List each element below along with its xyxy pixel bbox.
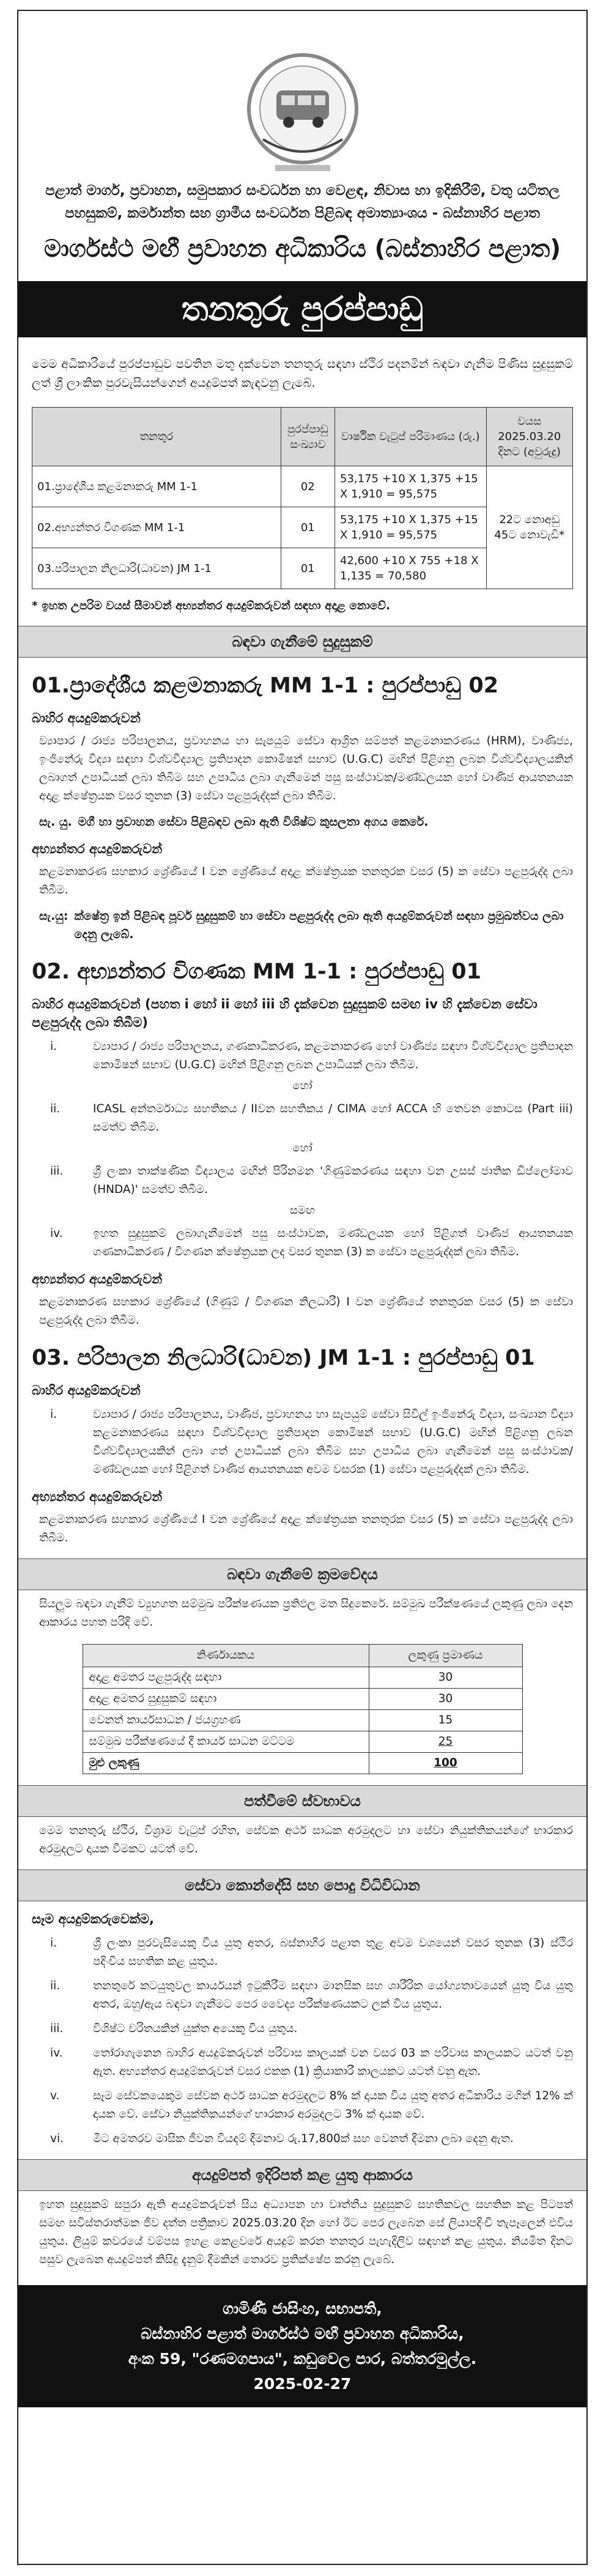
joiner-or: හෝ: [292, 1142, 312, 1154]
signatory: ගාමිණී ජාසිංහ, සභාපති,: [223, 2300, 382, 2317]
signatory-office: බස්නාහිර පළාත් මාර්ගස්ථ මඟී ප්‍රවාහන අධිකාරිය,: [141, 2325, 464, 2343]
note-text: මගී හා ප්‍රවාහන සේවා පිළිබඳව ලබා ඇති විශිෂ්ට කුසලතා අගය කෙරේ.: [78, 815, 429, 829]
nature-text: මෙම තනතුරු ස්ථිර, විශ්‍රාම වැටුප් රහිත, සේවක අර්ථ සාධක අරමුදලට හා සේවා නියුක්තිකයන්ගේ භාරකාර අරමුදලට දායක වීමකට යටත් වේ.: [39, 1824, 573, 1855]
joiner-and: සමඟ: [289, 1204, 316, 1217]
post1-external-text: ව්‍යාපාර / රාජ්‍ය පරිපාලනය, ප්‍රවාහනය හා සැපයුම් සේවා ආශ්‍රිත සම්පත් කළමනාකරණය (HRM), වාණිජ්‍ය, ඉංජිනේරු විද්‍යා සඳහා විශ්වවිද්‍යාල ප්‍රතිපාදන කොමිෂන් සභාව (U.G.C) මඟින් පිළිගනු ලබන විශ්වවිද්‍යාලයකින් ලබාගත් උපාධියක් ලබා තිබීම සහ උපාධිය ලබා ගැනීමෙන් පසු සංස්ථාවක/මණ්ඩලයක හෝ වාණිජ ආයතනයක අදාළ ක්ෂේත්‍රයක වසර තුනක (3) සේවා පළපුරුද්දක් ලබා තිබීම.: [39, 735, 573, 802]
col-salary: වාර්ෂික වැටුප් පරිමාණය (රු.): [335, 408, 487, 466]
post1-external-label: බාහිර අයදුම්කරුවන්: [32, 711, 141, 725]
section-bar-service: සේවා කොන්දේසි සහ පොදු විධිවිධාන: [18, 1870, 586, 1901]
post1-internal-label: අභ්‍යන්තර අයදුම්කරුවන්: [32, 842, 163, 856]
item-number: iv.: [50, 1227, 63, 1240]
apply-text: ඉහත සුදුසුකම් සපුරා ඇති අයදුම්කරුවන් සිය අධ්‍යාපන හා වෘත්තීය සුදුසුකම් සහතිකවල සහතික කළ පිටපත් සමඟ සවිස්තරාත්මක ජීව දත්ත පත්‍රිකාව 2025.03.20 දින හෝ ඊට පෙර ලැබෙන සේ ලියාපදිංචි තැපෑලෙන් එවිය යුතුය. ලියුම් කවරයේ වම්පස ඉහළ කෙළවරේ අයදුම් කරන තනතුර පැහැදිලිව සඳහන් කළ යුතුය. නියමිත දිනට පසුව ලැබෙන අයදුම්පත් කිසිදු දැනුම් දීමකින් තොරව ප්‍රතික්ෂේප කරනු ලැබේ.: [39, 2198, 573, 2266]
ministry-name: පළාත් මාර්ග, ප්‍රවාහන, සමුපකාර සංවර්ධන හා වෙළඳ, නිවාස හා ඉදිකිරීම්, වතු යටිතල පහසුකම්, කර්මාන්ත සහ ග්‍රාමීය සංවර්ධන පිළිබඳ අමාත්‍යාංශය - බස්නාහිර පළාත: [45, 183, 560, 221]
item-text: විශිෂ්ට චරිතයකින් යුක්ත අයෙකු විය යුතුය.: [93, 2022, 298, 2035]
post-salary: 42,600 +10 X 755 +18 X 1,135 = 70,580: [335, 548, 487, 589]
section-bar-nature: පත්වීමේ ස්වභාවය: [18, 1785, 586, 1817]
list-item: [32, 1225, 573, 1261]
item-number: vi.: [50, 2132, 64, 2145]
intro-text: මෙම අධිකාරියේ පුරප්පාඩුව පවතින මතු දක්වෙන තනතුරු සඳහා ස්ථිර පදනමින් බඳවා ගැනීම පිණිස සුදුසුකම් ලත් ශ්‍රී ලාංකික පුරවැසියන්ගෙන් අයදුම්පත් කැඳවනු ලැබේ.: [32, 357, 573, 390]
criteria-marks: 30: [369, 1689, 522, 1710]
post3-external-label: බාහිර අයදුම්කරුවන්: [32, 1383, 141, 1398]
section-bar-apply: අයදුම්පත් ඉදිරිපත් කළ යුතු ආකාරය: [18, 2159, 586, 2191]
marks-table: [83, 1644, 523, 1774]
item-text: ශ්‍රී ලංකා පුරවැසියෙකු විය යුතු අතර, බස්නාහිර පළාත තුළ අවම වශයෙන් වසර තුනක (3) ස්ථිර පදිංචිය සහතික කළ යුතුය.: [93, 1937, 573, 1968]
signature-date: 2025-02-27: [253, 2375, 352, 2393]
list-item: [32, 2087, 573, 2124]
item-number: i.: [50, 1040, 57, 1053]
list-item: [32, 1038, 573, 1074]
col-post: තනතුර: [32, 408, 281, 466]
post1-internal-text: කළමනාකරණ සහකාර ශ්‍රේණියේ I වන ශ්‍රේණියේ අදාළ ක්ෂේත්‍රයක තනතුරක වසර (5) ක සේවා පළපුරුද්ද ලබා තිබීම.: [39, 865, 573, 897]
note-prefix: සැ. යු.: [39, 815, 72, 829]
note-text: ක්ෂේත්‍ර ඉන් පිළිබඳ පූර්ව සුදුසුකම් හා සේවා පළපුරුද්ද ලබා ඇති අයදුම්කරුවන් සඳහා ප්‍රමුඛත්වය ලබා දෙනු ලැබේ.: [74, 909, 564, 941]
post-name: 01.ප්‍රාදේශීය කළමනාකරු MM 1-1: [32, 466, 281, 507]
posts-table: [32, 407, 573, 589]
item-number: iv.: [50, 2047, 63, 2060]
total-label: මුළු ලකුණු: [83, 1753, 369, 1774]
item-number: ii.: [50, 1103, 61, 1115]
item-text: සෑම සේවකයෙකුම සේවක අර්ථ සාධක අරමුදලට 8% ක් දායක විය යුතු අතර අධිකාරිය මගින් 12% ක් දායක වේ. සේවා නියුක්තිකයන්ගේ භාරකාර අරමුදලට 3% ක් දායක වේ.: [93, 2090, 573, 2121]
item-text: ශ්‍රී ලංකා තාක්ෂණික විද්‍යාලය මඟින් පිරිනමන 'ගිණුම්කරණය සඳහා වන උසස් ජාතික ඩිප්ලෝමාව (HNDA)' සමත්ව තිබීම.: [93, 1165, 573, 1196]
list-item: [32, 1406, 573, 1479]
post-salary: 53,175 +10 X 1,375 +15 X 1,910 = 95,575: [335, 507, 487, 548]
post2-internal-label: අභ්‍යන්තර අයදුම්කරුවන්: [32, 1272, 163, 1286]
item-number: ii.: [50, 1980, 61, 1992]
table-row: [83, 1689, 522, 1710]
criteria-marks: 15: [369, 1710, 522, 1731]
item-number: v.: [50, 2090, 60, 2102]
criteria-label: අදාළ අමතර පළපුරුද්ද සඳහා: [83, 1667, 369, 1689]
advertisement-page: [17, 10, 588, 2565]
criteria-label: සම්මුඛ පරීක්ෂණයේ දී කාර්ය සාධන මට්ටම: [83, 1731, 369, 1753]
item-text: තෝරාගැනෙන බාහිර අයදුම්කරුවන් පරිවාස කාලයක් වන වසර 03 ක පරිවාස කාලයකට යටත් වනු ඇත. අභ්‍යන්තර අයදුම්කරුවන් වසර එකක (1) ක්‍රියාකාරී කාලයකට යටත් වනු ඇත.: [93, 2047, 573, 2078]
item-text: ICASL අන්තර්මාධ්‍ය සහතිකය / IIවන සහතිකය / CIMA හෝ ACCA හි තෙවන කොටස (Part iii) සමත්ව තිබීම.: [93, 1103, 573, 1134]
post-name: 02.අභ්‍යන්තර විගණක MM 1-1: [32, 507, 281, 548]
item-text: ව්‍යාපාර / රාජ්‍ය පරිපාලනය, වාණිජ, ප්‍රවාහනය හා සැපයුම් සේවා සිවිල් ඉංජිනේරු විද්‍යා, සංඛ්‍යාන විද්‍යා කළමනාකරණය සඳහා විශ්වවිද්‍යාල ප්‍රතිපාදන කොමිෂන් සභාව (U.G.C) මඟින් පිළිගනු ලබන විශ්වවිද්‍යාලයකින් ලබා ගත් උපාධියක් ලබා තිබීම සහ උපාධිය ලබා ගැනීමෙන් පසු සංස්ථාවක/මණ්ඩලයක හෝ පිළිගත් වාණිජ ආයතනයක අවම වසරක (1) සේවා පළපුරුද්දක් ලබා තිබීම.: [93, 1408, 573, 1476]
item-number: iii.: [50, 1165, 64, 1178]
post-salary: 53,175 +10 X 1,375 +15 X 1,910 = 95,575: [335, 466, 487, 507]
post2-external-label: බාහිර අයදුම්කරුවන් (පහත i හෝ ii හෝ iii හි දැක්වෙන සුදුසුකම් සමඟ iv හි දැක්වෙන සේවා පළපුරුද්ද ලබා තිබීම): [32, 997, 538, 1030]
col-age: වයස 2025.03.20 දිනට (අවුරුදු): [486, 408, 572, 466]
page-title: තනතුරු පුරප්පාඩු: [18, 281, 586, 337]
procedure-text: සියලුම බඳවා ගැනීම් ව්‍යුහගත සම්මුඛ පරීක්ෂණයක ප්‍රතිඵල මත සිදුකෙරේ. සම්මුඛ පරීක්ෂණයේ ලකුණු ලබා දෙන ආකාරය පහත පරිදි වේ.: [39, 1598, 573, 1629]
total-marks: 100: [369, 1753, 522, 1774]
item-text: ව්‍යාපාර / රාජ්‍ය පරිපාලනය, ගණකාධිකරණ, කළමනාකරණ හෝ වාණිජ්‍ය සඳහා විශ්වවිද්‍යාල ප්‍රතිපාදන කොමිෂන් සභාව (U.G.C) මඟින් පිළිගනු ලබන උපාධියක් ලබා තිබීම.: [93, 1040, 573, 1071]
post2-internal-text: කළමනාකරණ සහකාර ශ්‍රේණියේ (ගිණුම් / විගණන නිලධාරී) I වන ශ්‍රේණියේ තනතුරක වසර (5) ක සේවා පළපුරුද්ද ලබා තිබීම.: [39, 1296, 573, 1327]
item-number: iii.: [50, 2022, 64, 2035]
col-count: පුරප්පාඩු සංඛ්‍යාව: [281, 408, 334, 466]
signatory-address: අංක 59, "රණමගපාය", කඩුවෙල පාර, බත්තරමුල්ල.: [128, 2350, 477, 2368]
joiner-or: හෝ: [292, 1079, 312, 1092]
logo: [32, 48, 573, 176]
list-item: [32, 1977, 573, 2014]
service-label: සෑම අයදුම්කරුවෙක්ම,: [32, 1912, 154, 1926]
post1-internal-note: [32, 907, 573, 944]
post-count: 01: [281, 507, 334, 548]
authority-emblem-icon: [238, 48, 367, 176]
item-number: i.: [50, 1408, 57, 1421]
post-name: 03.පරිපාලන නිලධාරි(ධාවන) JM 1-1: [32, 548, 281, 589]
criteria-label: වෙනත් කාර්යසාධන / ජයග්‍රහණ: [83, 1710, 369, 1731]
list-item: [32, 1100, 573, 1137]
table-row: [32, 466, 573, 507]
item-number: i.: [50, 1937, 57, 1950]
post-count: 02: [281, 466, 334, 507]
col-criteria: නිර්ණායකය: [83, 1645, 369, 1667]
post-age: 22ට නොඅඩු 45ට නොවැඩි*: [486, 466, 572, 589]
list-item: [32, 2130, 573, 2148]
table-row: [83, 1667, 522, 1689]
list-item: [32, 2044, 573, 2081]
criteria-marks: 30: [369, 1667, 522, 1689]
age-note: * ඉහත උපරිම වයස් සීමාවන් අභ්‍යන්තර අයදුම්කරුවන් සඳහා අදාළ නොවේ.: [32, 600, 390, 612]
criteria-marks: 25: [369, 1731, 522, 1753]
post-count: 01: [281, 548, 334, 589]
criteria-label: අදාළ අමතර සුදුසුකම් සඳහා: [83, 1689, 369, 1710]
list-item: [32, 2020, 573, 2038]
item-text: මීට අමතරව මාසික ජීවන වියදම් දීමනාව රු.17,800ක් සහ වෙනත් දීමනා ලබා දෙනු ඇත.: [93, 2132, 514, 2145]
post3-internal-label: අභ්‍යන්තර අයදුම්කරුවන්: [32, 1489, 163, 1504]
item-text: තනතුරේ කටයුතුවල කාර්යයන් ඉටුකිරීම සඳහා මානසික සහ ශාරීරික යෝග්‍යතාවයෙන් යුතු විය යුතු අතර, ඔහු/ඇය බඳවා ගැනීමට පෙර වෛද්‍ය පරීක්ෂණයකට ලක් විය යුතුය.: [93, 1980, 573, 2011]
signature-block: [18, 2285, 586, 2407]
table-row-total: [83, 1753, 522, 1774]
col-marks: ලකුණු ප්‍රමාණය: [369, 1645, 522, 1667]
section-bar-qualifications: බඳවා ගැනීමේ සුදුසුකම්: [18, 626, 586, 658]
post3-heading: 03. පරිපාලන නිලධාරි(ධාවන) JM 1-1 : පුරප්පාඩු 01: [32, 1346, 535, 1370]
list-item: [32, 1162, 573, 1199]
item-text: ඉහත සුදුසුකම් ලබාගැනීමෙන් පසු සංස්ථාවක, මණ්ඩලයක හෝ පිළිගත් වාණිජ ආයතනයක ගණකාධිකරණ / විගණන ක්ෂේත්‍රයක ලද වසර තුනක (3) ක සේවා පළපුරුද්දක් ලබා තිබීම.: [93, 1227, 573, 1258]
note-prefix: සැ.යු:: [39, 909, 68, 923]
table-row: [83, 1731, 522, 1753]
list-item: [32, 1934, 573, 1971]
section-bar-procedure: බඳවා ගැනීමේ ක්‍රමවේදය: [18, 1558, 586, 1590]
post1-external-note: [32, 813, 573, 831]
authority-name: මාර්ගස්ථ මඟී ප්‍රවාහන අධිකාරිය (බස්නාහිර පළාත): [43, 235, 561, 263]
post3-internal-text: කළමනාකරණ සහකාර ශ්‍රේණියේ I වන ශ්‍රේණියේ අදාළ ක්ෂේත්‍රයක තනතුරක වසර (5) ක සේවා පළපුරුද්ද ලබා තිබීම.: [39, 1513, 573, 1544]
post2-heading: 02. අභ්‍යන්තර විගණක MM 1-1 : පුරප්පාඩු 01: [32, 960, 481, 984]
table-row: [83, 1710, 522, 1731]
post1-heading: 01.ප්‍රාදේශීය කළමනාකරු MM 1-1 : පුරප්පාඩු 02: [32, 673, 499, 698]
